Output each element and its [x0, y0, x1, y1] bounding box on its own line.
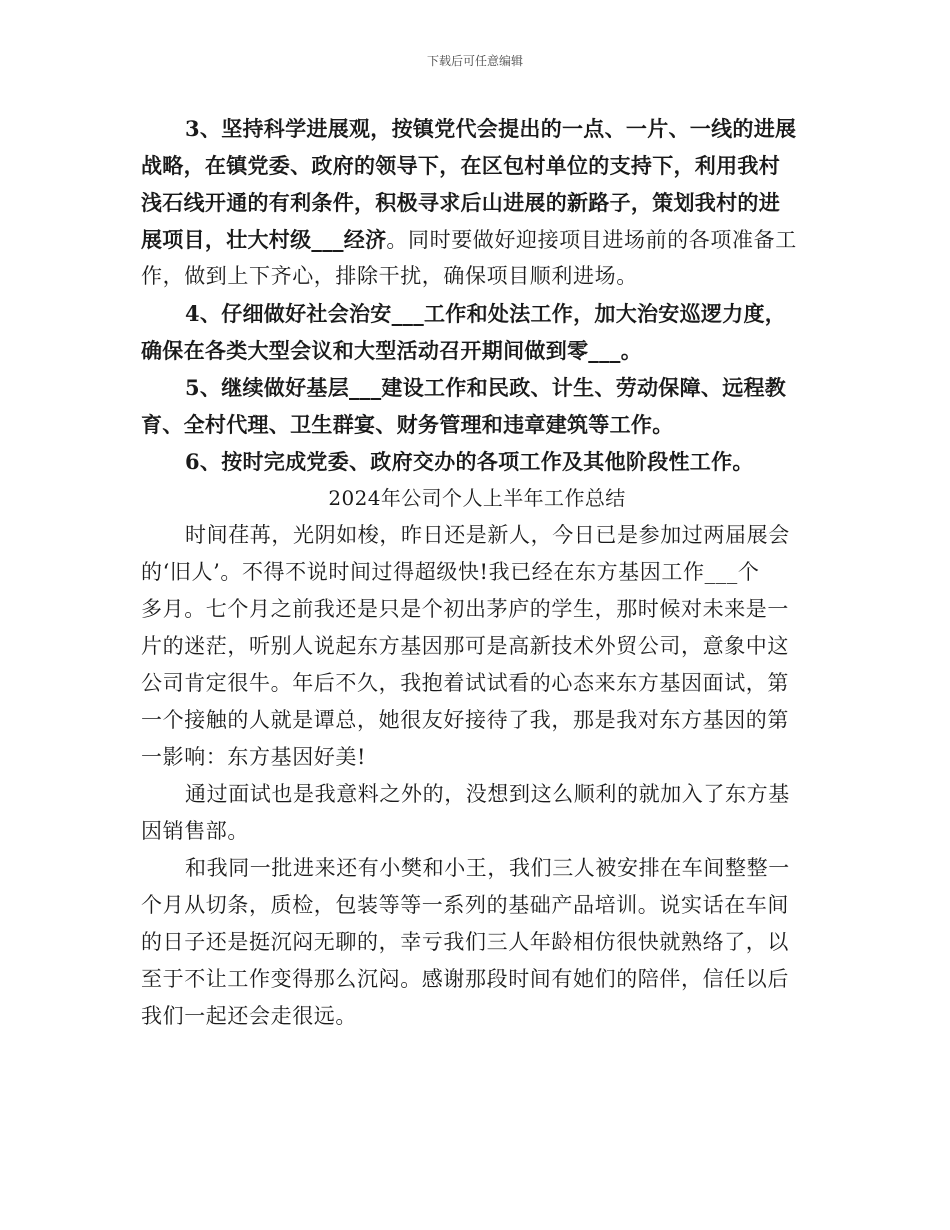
text-line: 5、继续做好基层___建设工作和民政、计生、劳动保障、远程教 [185, 375, 787, 400]
text-line: 浅石线开通的有利条件，积极寻求后山进展的新路子，策划我村的进 [141, 190, 780, 215]
text-line: 确保在各类大型会议和大型活动召开期间做到零___。 [141, 338, 642, 363]
text-line: 公司肯定很牛。年后不久，我抱着试试看的心态来东方基因面试，第 [141, 671, 789, 695]
text-line [141, 221, 813, 258]
text-line: 时间荏苒，光阴如梭，昨日还是新人，今日已是参加过两届展会 [185, 523, 790, 547]
text-line: 通过面试也是我意料之外的，没想到这么顺利的就加入了东方基 [185, 782, 790, 806]
page-header: 下载后可任意编辑 [426, 54, 523, 68]
text-line: 的日子还是挺沉闷无聊的，幸亏我们三人年龄相仿很快就熟络了，以 [141, 930, 789, 954]
text-line-bold-part: 展项目，壮大村级___经济 [141, 227, 387, 252]
text-line: 3、坚持科学进展观，按镇党代会提出的一点、一片、一线的进展 [185, 116, 797, 141]
text-line: 和我同一批进来还有小樊和小王，我们三人被安排在车间整整一 [185, 856, 790, 880]
text-line: 一影响：东方基因好美! [141, 745, 367, 769]
text-line: 个月从切条，质检，包装等等一系列的基础产品培训。说实话在车间 [141, 893, 789, 917]
text-line: 因销售部。 [141, 819, 249, 843]
text-line: 多月。七个月之前我还是只是个初出茅庐的学生，那时候对未来是一 [141, 597, 789, 621]
text-line: 育、全村代理、卫生群宴、财务管理和违章建筑等工作。 [141, 412, 674, 437]
text-line: 我们一起还会走很远。 [141, 1004, 357, 1028]
text-line: 战略，在镇党委、政府的领导下，在区包村单位的支持下，利用我村 [141, 153, 780, 178]
text-line: 4、仔细做好社会治安___工作和处法工作，加大治安巡逻力度， [185, 301, 787, 326]
text-line: 作，做到上下齐心，排除干扰，确保项目顺利进场。 [141, 264, 638, 288]
text-line: 片的迷茫，听别人说起东方基因那可是高新技术外贸公司，意象中这 [141, 634, 789, 658]
text-line: 至于不让工作变得那么沉闷。感谢那段时间有她们的陪伴，信任以后 [141, 967, 789, 991]
document-body [141, 110, 813, 1035]
text-line-normal-part: 。同时要做好迎接项目进场前的各项准备工 [386, 228, 797, 252]
text-line: 一个接触的人就是谭总，她很友好接待了我，那是我对东方基因的第 [141, 708, 789, 732]
text-line: 的‘旧人’。不得不说时间过得超级快!我已经在东方基因工作___个 [141, 560, 760, 584]
text-line: 6、按时完成党委、政府交办的各项工作及其他阶段性工作。 [185, 449, 754, 474]
section-title: 2024年公司个人上半年工作总结 [328, 486, 626, 510]
